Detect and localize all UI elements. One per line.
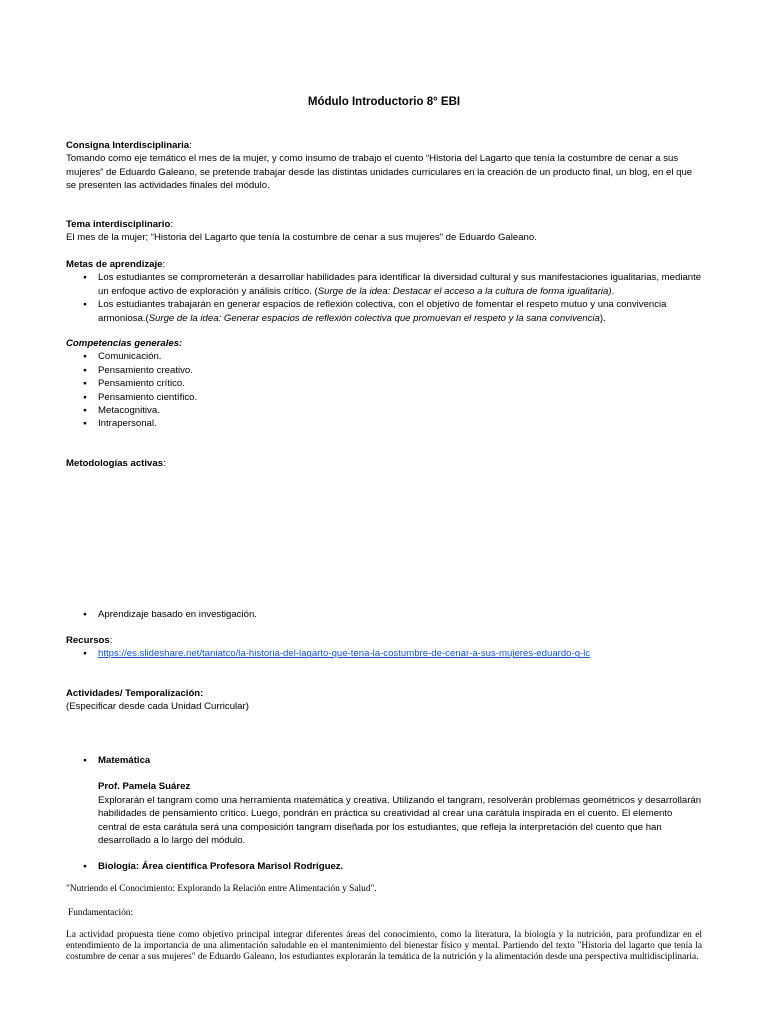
meta-note: Surge de la idea: Destacar el acceso a la cultura de forma igualitaria)	[317, 285, 612, 297]
metas-list	[66, 271, 702, 325]
recursos-heading: Recursos	[66, 635, 110, 646]
actividades-sub: (Especificar desde cada Unidad Curricular)	[66, 701, 249, 713]
biologia-fundamentacion: Fundamentación:	[68, 908, 134, 918]
matematica-list	[66, 754, 702, 767]
consigna-text: Tomando como eje temático el mes de la mujer, y como insumo de trabajo el cuento “Historia del Lagarto que tenía la costumbre de cenar a sus mujeres” de Eduardo Galeano, se pretende trabajar desde las distintas unidades curriculares en la creación de un producto final, un blog, en el que se presenten las actividades finales del módulo.	[66, 153, 693, 192]
metas-colon: :	[162, 259, 166, 270]
list-item: ● Pensamiento científico.	[66, 391, 702, 404]
consigna-heading: Consigna Interdisciplinaria	[66, 140, 190, 151]
biologia-label: ● Biología: Área científica Profesora Marisol Rodríguez.	[66, 860, 702, 873]
meta-note: Surge de la idea: Generar espacios de reflexión colectiva que promuevan el respeto y la sana convivencia	[148, 312, 600, 324]
actividades-section	[66, 687, 702, 714]
list-item	[66, 298, 702, 325]
matematica-prof: Prof. Pamela Suárez	[98, 781, 191, 793]
metodologias-section	[66, 457, 702, 470]
matematica-label: ● Matemática	[66, 754, 702, 767]
list-item: ● Metacognitiva.	[66, 404, 702, 417]
consigna-section	[66, 139, 702, 193]
page-title: Módulo Introductorio 8° EBI	[307, 96, 461, 108]
metodologias-colon: :	[163, 458, 166, 469]
competencias-section	[66, 337, 702, 431]
biologia-quote: "Nutriendo el Conocimiento: Explorando la Relación entre Alimentación y Salud".	[66, 884, 377, 894]
metodologias-list	[66, 608, 702, 621]
tema-text: El mes de la mujer; “Historia del Lagarto que tenía la costumbre de cenar a sus mujeres” de Eduardo Galeano.	[66, 232, 537, 244]
list-item: ● Pensamiento creativo.	[66, 364, 702, 377]
list-item: ● Comunicación.	[66, 350, 702, 363]
matematica-text: Explorarán el tangram como una herramienta matemática y creativa. Utilizando el tangram, resolverán problemas geométricos y desarrollarán habilidades de pensamiento crítico. Luego, pondrán en práctica su creatividad al crear una carátula inspirada en el cuento. El elemento central de esta carátula será una composición tangram diseñada por los estudiantes, que refleja la interpretación del cuento que han desarrollado a lo largo del módulo.	[98, 794, 702, 847]
meta-text: Los estudiantes se comprometerán a desarrollar habilidades para identificar la diversidad cultural y sus manifestaciones igualitarias, mediante un enfoque activo de exploración y análisis crítico. (	[98, 272, 702, 297]
metas-section	[66, 258, 702, 325]
metodologias-list-wrap	[66, 608, 702, 621]
recursos-list	[66, 647, 702, 660]
metas-heading: Metas de aprendizaje	[66, 259, 163, 270]
list-item: ● Intrapersonal.	[66, 417, 702, 430]
metodologias-heading: Metodologías activas	[66, 458, 164, 469]
matematica-section	[66, 754, 702, 847]
list-item: ● Aprendizaje basado en investigación.	[66, 608, 702, 621]
recursos-colon: :	[109, 635, 113, 646]
tema-heading: Tema interdisciplinario	[66, 219, 171, 230]
meta-end: .	[611, 285, 615, 297]
tema-section	[66, 218, 702, 245]
competencias-list	[66, 350, 702, 430]
list-item	[66, 271, 702, 298]
meta-end: ).	[599, 312, 606, 324]
recurso-link[interactable]: https://es.slideshare.net/taniatco/la-historia-del-lagarto-que-tena-la-costumbre-de-cenar-a-sus-mujeres-eduardo-g-lc	[98, 648, 591, 660]
list-item	[66, 647, 702, 660]
consigna-colon: :	[189, 140, 192, 151]
biologia-list	[66, 860, 702, 873]
meta-text: Los estudiantes trabajarán en generar espacios de reflexión colectiva, con el objetivo de fomentar el respeto mutuo y una convivencia armoniosa.(	[98, 299, 667, 324]
actividades-heading: Actividades/ Temporalización:	[66, 688, 204, 699]
matematica-body	[66, 780, 702, 847]
biologia-section	[66, 860, 702, 873]
competencias-heading: Competencias generales:	[66, 338, 183, 349]
recursos-section	[66, 634, 702, 661]
biologia-text: La actividad propuesta tiene como objetivo principal integrar diferentes áreas del conocimiento, como la literatura, la biología y la nutrición, para profundizar en el entendimiento de la importancia de una alimentación saludable en el mantenimiento del bienestar físico y mental. Partiendo del texto "Historia del lagarto que tenía la costumbre de cenar a sus mujeres" de Eduardo Galeano, los estudiantes explorarán la temática de la nutrición y la alimentación desde una perspectiva multidisciplinaria.	[66, 930, 702, 963]
list-item: ● Pensamiento crítico.	[66, 377, 702, 390]
tema-colon: :	[170, 219, 173, 230]
